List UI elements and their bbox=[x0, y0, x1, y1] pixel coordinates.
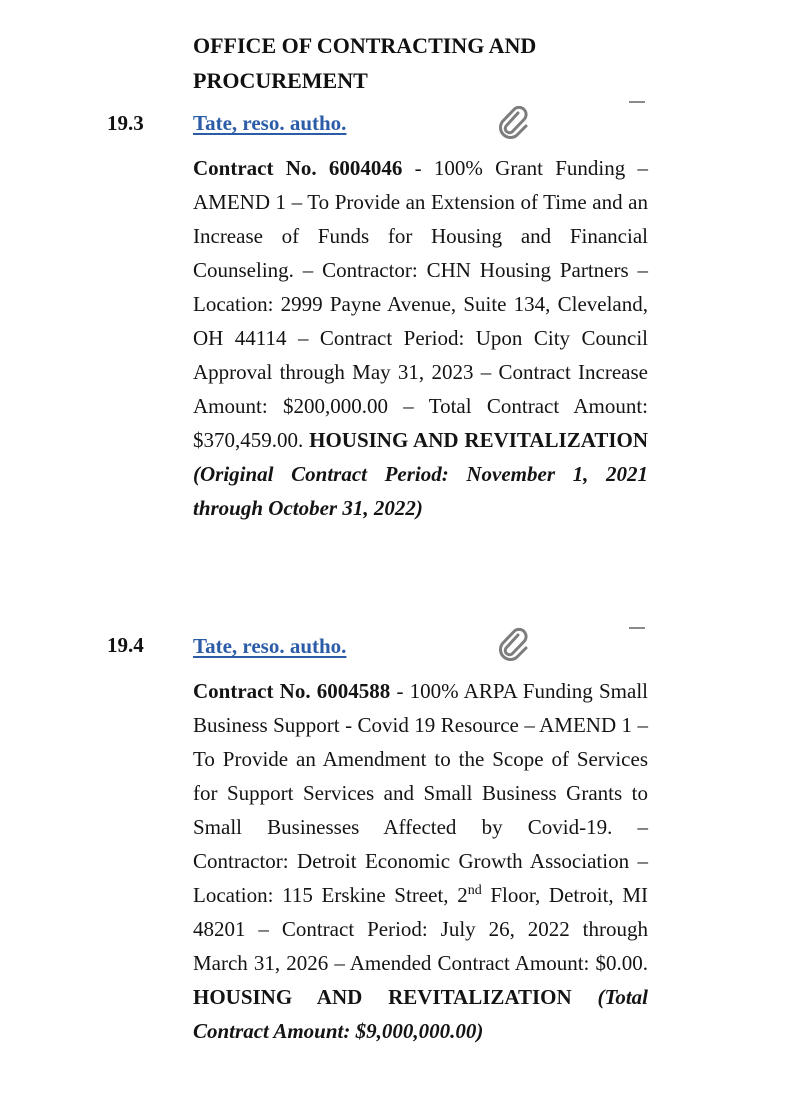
contract-note: (Original Contract Period: November 1, 2021 through October 31, 2022) bbox=[193, 462, 648, 520]
department-name: HOUSING AND REVITALIZATION bbox=[309, 428, 648, 452]
paperclip-icon[interactable] bbox=[497, 626, 531, 662]
department-name: HOUSING AND REVITALIZATION bbox=[193, 985, 572, 1009]
description-text: - 100% Grant Funding – AMEND 1 – To Provide an Extension of Time and an Increase of Funds for Housing and Financial Counseling. – Contractor: CHN Housing Partners – Location: 2999 Payne Avenue, Suite 134, Cleveland, OH 44114 – Contract Period: Upon City Council Approval through May 31, 2023 – Contract Increase Amount: $200,000.00 – Total Contract Amount: $370,459.00. bbox=[193, 156, 648, 452]
paperclip-icon[interactable] bbox=[497, 104, 531, 140]
section-heading: OFFICE OF CONTRACTING AND PROCUREMENT bbox=[193, 33, 537, 93]
description-text: - 100% ARPA Funding Small Business Support - Covid 19 Resource – AMEND 1 – To Provide an Amendment to the Scope of Services for Support Services and Small Business Grants to Small Businesses Affected by Covid-19. – Contractor: Detroit Economic Growth Association – Location: 115 Erskine Street, 2 bbox=[193, 679, 649, 907]
item-number: 19.4 bbox=[107, 633, 144, 657]
contract-number: Contract No. 6004046 bbox=[193, 156, 403, 180]
collapse-marker[interactable] bbox=[629, 627, 645, 629]
item-link-tate-reso-autho[interactable]: Tate, reso. autho. bbox=[193, 111, 347, 135]
item-description bbox=[193, 151, 648, 525]
description-text-continued: Floor, Detroit, MI 48201 – Contract Period: July 26, 2022 through March 31, 2026 – Amended Contract Amount: $0.00. bbox=[193, 883, 648, 975]
collapse-marker[interactable] bbox=[629, 101, 645, 103]
contract-number: Contract No. 6004588 bbox=[193, 679, 391, 703]
contract-note: (Total Contract Amount: $9,000,000.00) bbox=[193, 985, 649, 1043]
item-link-tate-reso-autho[interactable]: Tate, reso. autho. bbox=[193, 634, 347, 658]
item-description bbox=[193, 674, 648, 1048]
item-number: 19.3 bbox=[107, 111, 144, 135]
ordinal-suffix: nd bbox=[467, 883, 482, 898]
